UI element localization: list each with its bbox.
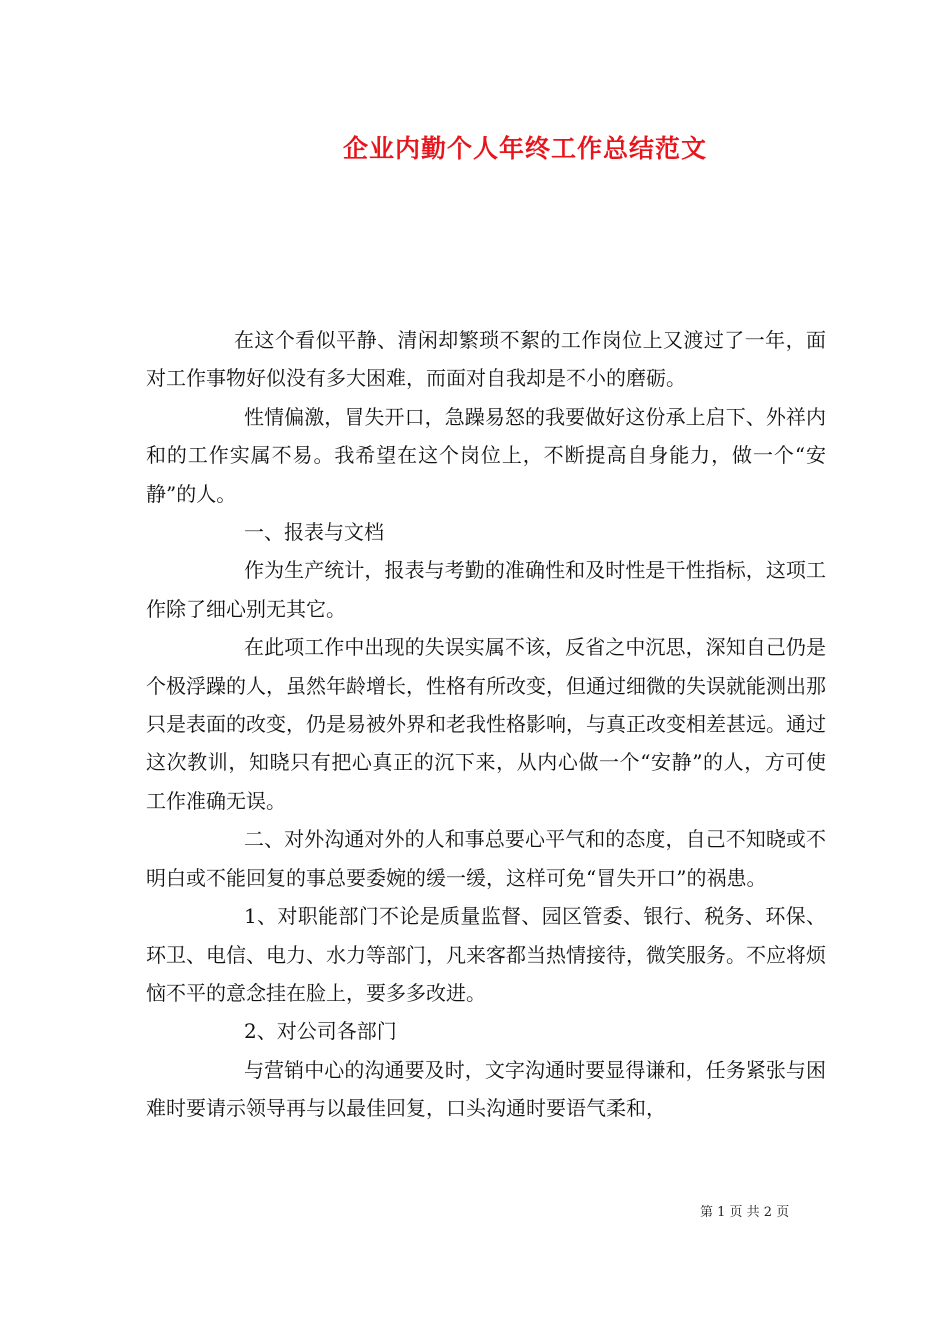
subheading-company-departments: 2、对公司各部门 — [244, 1019, 397, 1044]
paragraph-statistics: 作为生产统计，报表与考勤的准确性和及时性是干性指标，这项工作除了细心别无其它。 — [146, 558, 826, 621]
document-body — [146, 321, 826, 1128]
section-heading-communication: 二、对外沟通对外的人和事总要心平气和的态度，自己不知晓或不明白或不能回复的事总要委婉的缓一缓，这样可免“冒失开口”的祸患。 — [146, 827, 826, 890]
page-number-footer: 第 1 页 共 2 页 — [700, 1205, 790, 1220]
section-heading-reports: 一、报表与文档 — [244, 520, 384, 545]
paragraph-reflection: 在此项工作中出现的失误实属不该，反省之中沉思，深知自己仍是个极浮躁的人，虽然年龄增长，性格有所改变，但通过细微的失误就能测出那只是表面的改变，仍是易被外界和老我性格影响，与真正改变相差甚远。通过这次教训，知晓只有把心真正的沉下来，从内心做一个“安静”的人，方可使工作准确无误。 — [146, 635, 826, 813]
document-title: 企业内勤个人年终工作总结范文 — [342, 134, 707, 163]
paragraph-marketing: 与营销中心的沟通要及时，文字沟通时要显得谦和，任务紧张与困难时要请示领导再与以最佳回复，口头沟通时要语气柔和， — [146, 1057, 826, 1121]
paragraph-departments: 1、对职能部门不论是质量监督、园区管委、银行、税务、环保、环卫、电信、电力、水力等部门，凡来客都当热情接待，微笑服务。不应将烦恼不平的意念挂在脸上，要多多改进。 — [146, 904, 826, 1005]
paragraph-intro: 在这个看似平静、清闲却繁琐不絮的工作岗位上又渡过了一年，面对工作事物好似没有多大困难，而面对自我却是不小的磨砺。 — [146, 328, 826, 391]
paragraph-personality: 性情偏激，冒失开口，急躁易怒的我要做好这份承上启下、外祥内和的工作实属不易。我希望在这个岗位上，不断提高自身能力，做一个“安静”的人。 — [146, 404, 826, 506]
